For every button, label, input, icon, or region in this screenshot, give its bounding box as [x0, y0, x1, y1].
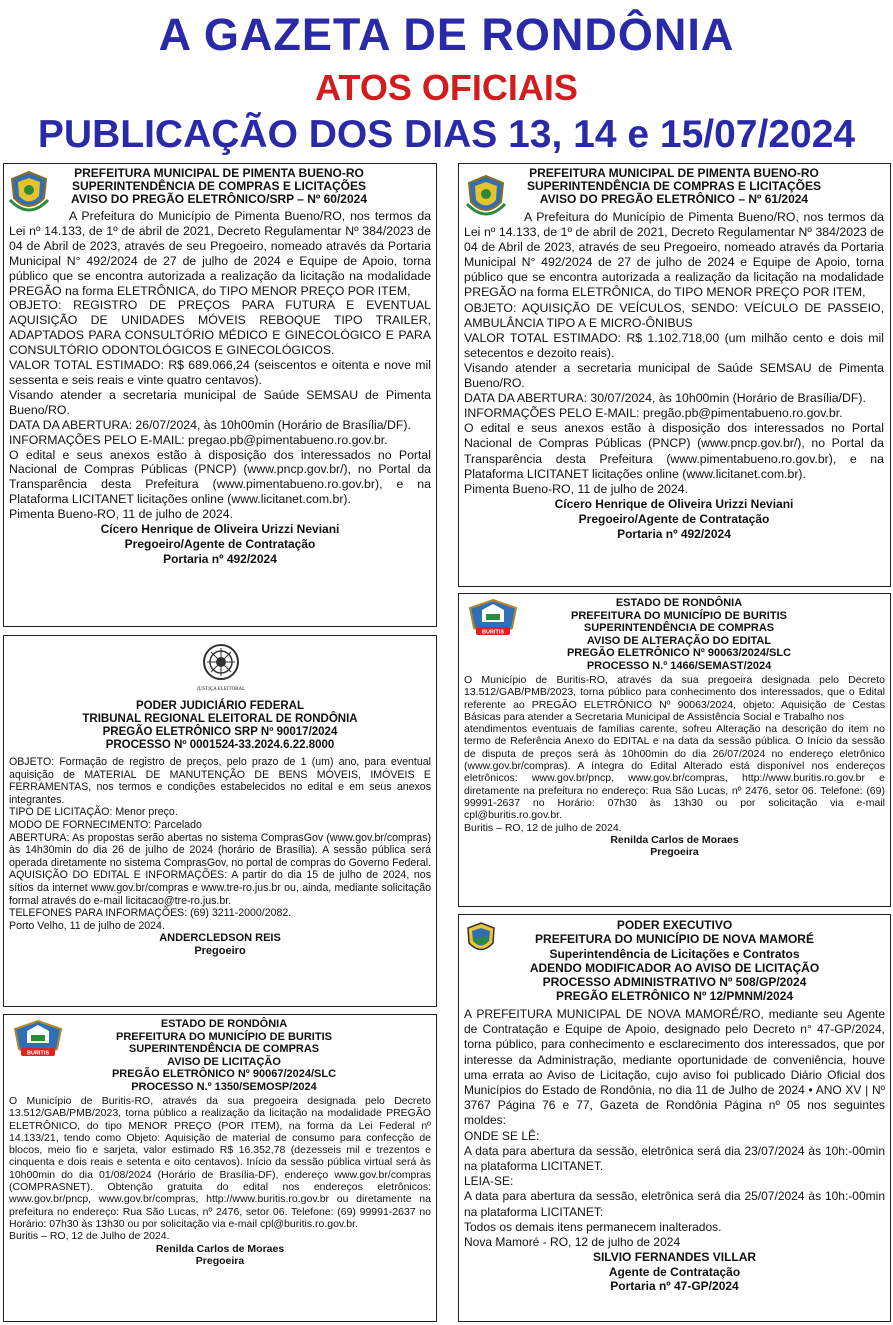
notice1-head-1: PREFEITURA MUNICIPAL DE PIMENTA BUENO-RO	[74, 166, 364, 180]
notice6-head-3: Superintendência de Licitações e Contratos	[549, 946, 800, 961]
notice1-data: DATA DA ABERTURA: 26/07/2024, às 10h00min (Horário de Brasília/DF).	[9, 417, 411, 432]
notice5-head-6: PROCESSO N.º 1350/SEMOSP/2024	[131, 1080, 317, 1093]
notice3-head-1: PODER JUDICIÁRIO FEDERAL	[135, 700, 305, 712]
justica-eleitoral-emblem-icon	[196, 642, 246, 694]
masthead	[0, 0, 893, 160]
notice2-local: Pimenta Bueno-RO, 11 de julho de 2024.	[464, 481, 688, 496]
notice4-head-1: ESTADO DE RONDÔNIA	[615, 597, 743, 609]
notice2-info: INFORMAÇÕES PELO E-MAIL: pregão.pb@pimentabueno.ro.gov.br.	[464, 406, 843, 421]
notice6-data-new: A data para abertura da sessão, eletrônica será dia 25/07/2024 às 10h:-00min na plataforma LICITANET:	[464, 1189, 885, 1219]
notice1-intro: A Prefeitura do Município de Pimenta Bueno/RO, nos termos da Lei nº 14.133, de 1º de abril de 2021, Decreto Regulamentar Nº 384/2023 de 04 de Abril de 2023, através de seu Pregoeiro, nomeado através da Portaria Municipal N° 492/2024 de 27 de julho de 2024 e Equipe de Apoio, torna público que se encontra autorizada a realização da licitação na modalidade PREGÃO na forma ELETRÔNICA, do TIPO MENOR PREÇO POR ITEM,	[9, 209, 431, 298]
buritis-banner-text: BURITIS	[482, 629, 504, 636]
notice4-text-2: atendimentos eventuais de famílias carente, sofreu Alteração na descrição do item no termo de Referência Anexo do EDITAL e na data da sessão pública. O Início da sessão de disputa de preços será às 10h00min do dia 26/07/2024 no endereço eletrônico (www.gov.br/compras). A íntegra do Edital Alterado está disponível nos endereços eletrônicos: www.gov.br/pncp, www.gov.br/compras, http://www.buritis.ro.gov.br e diretamente na prefeitura no endereço: Rua São Lucas, nº 2476, setor 06. Telefone: (69) 99991-2637 no Horário: 07h30 às 13h30 ou por solicitação via e-mail cpl@buritis.ro.gov.br.	[464, 723, 885, 822]
notice5-head-5: PREGÃO ELETRÔNICO Nº 90067/2024/SLC	[111, 1068, 337, 1081]
notice5-local: Buritis – RO, 12 de Julho de 2024.	[9, 1230, 170, 1243]
notice2-objeto: OBJETO: AQUISIÇÃO DE VEÍCULOS, SENDO: VEÍCULO DE PASSEIO, AMBULÂNCIA TIPO A E MICRO-ÔNIBUS	[464, 300, 884, 330]
notice6-head-4: ADENDO MODIFICADOR AO AVISO DE LICITAÇÃO	[529, 960, 820, 975]
notice1-signer-portaria: Portaria nº 492/2024	[163, 552, 277, 567]
notice5-signer-name: Renilda Carlos de Moraes	[155, 1242, 285, 1255]
notice5-head-1: ESTADO DE RONDÔNIA	[160, 1018, 288, 1030]
notice6-head-2: PREFEITURA DO MUNICÍPIO DE NOVA MAMORÉ	[535, 932, 814, 947]
notice3-modo: MODO DE FORNECIMENTO: Parcelado	[9, 818, 202, 831]
notice2-head-1: PREFEITURA MUNICIPAL DE PIMENTA BUENO-RO	[529, 166, 819, 180]
notice6-head-6: PREGÃO ELETRÔNICO Nº 12/PMNM/2024	[555, 989, 794, 1004]
notice5-signer-role: Pregoeira	[195, 1255, 245, 1268]
notice6-local: Nova Mamoré - RO, 12 de julho de 2024	[464, 1235, 681, 1250]
notice2-visando: Visando atender a secretaria municipal de Saúde SEMSAU de Pimenta Bueno/RO.	[464, 360, 884, 391]
notice1-edital: O edital e seus anexos estão à disposição dos interessados no Portal Nacional de Compras Públicas (PNCP) (www.pncp.gov.br/), no Portal da Transparência desta Prefeitura (www.pimentabueno.ro.gov.br), e na Plataforma LICITANET licitações online (www.licitanet.com.br).	[9, 447, 431, 507]
notice5-head-2: PREFEITURA DO MUNICÍPIO DE BURITIS	[116, 1030, 332, 1043]
justica-eleitoral-label: JUSTIÇA ELEITORAL	[196, 687, 246, 692]
notice3-head-2: TRIBUNAL REGIONAL ELEITORAL DE RONDÔNIA	[82, 713, 358, 725]
notice3-head-3: PREGÃO ELETRÔNICO SRP Nº 90017/2024	[102, 726, 338, 738]
notice-pimenta-bueno-61	[458, 163, 891, 587]
buritis-crest-icon	[9, 1019, 67, 1059]
notice-pimenta-bueno-60	[3, 163, 437, 627]
notice2-head-3: AVISO DO PREGÃO ELETRÔNICO – Nº 61/2024	[539, 192, 809, 206]
notice2-intro: A Prefeitura do Município de Pimenta Bueno/RO, nos termos da Lei nº 14.133, de 1º de abril de 2021, Decreto Regulamentar Nº 384/2023 de 04 de Abril de 2023, através de seu Pregoeiro, nomeado através da Portaria Municipal N° 492/2024 de 27 de julho de 2024 e Equipe de Apoio, torna público que se encontra autorizada a realização da licitação na modalidade PREGÃO na forma ELETRÔNICA, do TIPO MENOR PREÇO POR ITEM,	[464, 210, 884, 300]
notice4-head-3: SUPERINTENDÊNCIA DE COMPRAS	[583, 622, 775, 635]
notice6-data-old: A data para abertura da sessão, eletrônica será dia 23/07/2024 às 10h:-00min na plataforma LICITANET.	[464, 1143, 885, 1174]
notice6-leia: LEIA-SE:	[464, 1174, 514, 1189]
notice1-local: Pimenta Bueno-RO, 11 de julho de 2024.	[9, 507, 233, 522]
notice2-signer-portaria: Portaria nº 492/2024	[617, 526, 731, 541]
notice4-signer-role: Pregoeira	[650, 846, 699, 859]
notice3-tipo: TIPO DE LICITAÇÃO: Menor preço.	[9, 806, 178, 819]
notice6-demais: Todos os demais itens permanecem inalterados.	[464, 1219, 722, 1234]
notice1-head-2: SUPERINTENDÊNCIA DE COMPRAS E LICITAÇÕES	[71, 179, 367, 193]
notice4-text-1: O Município de Buritis-RO, através da sua pregoeira designada pelo Decreto 13.512/GAB/PMB/2023, torna público para conhecimento dos interessados, que o Edital referente ao PREGÃO ELETRÔNICO Nº 90063/2024, objeto: Aquisição de Cestas Básicas para atender a Secretaria Municipal de Assistência Social e Trabalho nos	[464, 674, 885, 723]
notice-nova-mamore	[458, 914, 891, 1322]
notice4-head-5: PREGÃO ELETRÔNICO Nº 90063/2024/SLC	[566, 647, 792, 660]
notice-buritis-licitacao	[3, 1014, 437, 1322]
notice5-head-4: AVISO DE LICITAÇÃO	[167, 1055, 281, 1068]
notice2-signer-role: Pregoeiro/Agente de Contratação	[578, 511, 770, 526]
notice6-head-1: PODER EXECUTIVO	[616, 918, 733, 932]
notice3-local: Porto Velho, 11 de julho de 2024.	[9, 919, 165, 932]
notice1-visando: Visando atender a secretaria municipal de Saúde SEMSAU de Pimenta Bueno/RO.	[9, 387, 431, 417]
notice4-head-2: PREFEITURA DO MUNICÍPIO DE BURITIS	[571, 609, 787, 622]
notice-buritis-alteracao	[458, 593, 891, 907]
notice2-signer-name: Cícero Henrique de Oliveira Urizzi Neviani	[554, 496, 794, 511]
notice6-text: A PREFEITURA MUNICIPAL DE NOVA MAMORÉ/RO, mediante seu Agente de Contratação e Equipe de Apoio, designado pelo Decreto n° 47-GP/2024, torna público, para conhecimento e esclarecimento dos interessados, que por interesse da Administração, mediante oportunidade de conveniência, houve uma errata ao Aviso de Licitação, cujo aviso foi publicado Diário Oficial dos Municípios do Estado de Rondônia, no dia 11 de Julho de 2024 • ANO XV | Nº 3767 Página 76 e 77, Gazeta de Rondônia Página nº 05 nos seguintes moldes:	[464, 1007, 885, 1128]
buritis-crest-icon	[464, 598, 522, 638]
notice6-onde: ONDE SE LÊ:	[464, 1128, 540, 1143]
notice5-text: O Município de Buritis-RO, através da sua pregoeira designada pelo Decreto 13.512/GAB/PMB/2023, torna público a realização da licitação na modalidade PREGÃO ELETRÔNICO, do tipo MENOR PREÇO (POR ITEM), na forma da Lei Federal nº 14.133/21, tendo como Objeto: Aquisição de material de consumo para confecção de blocos, meio fio e sarjeta, valor estimado R$ 16.352,78 (dezesseis mil e trezentos e cinquenta e dois reais e setenta e oito centavos). Início da sessão pública virtual será às 10h00min do dia 01/08/2024 (Horário de Brasília-DF), endereço www.gov.br/compras (COMPRASNET). Obtenção gratuita do edital nos endereços eletrônicos: www.gov.br/pncp, www.gov.br/compras, http://www.buritis.ro.gov.br ou diretamente na prefeitura no endereço: Rua São Lucas, nº 2476, setor 06. Telefone: (69) 99991-2637 no Horário: 07h30 às 13h30 ou por solicitação via e-mail cpl@buritis.ro.gov.br.	[9, 1095, 431, 1230]
notice5-head-3: SUPERINTENDÊNCIA DE COMPRAS	[128, 1043, 320, 1056]
newspaper-title: A GAZETA DE RONDÔNIA	[158, 9, 735, 60]
notice3-aquisicao: AQUISIÇÃO DO EDITAL E INFORMAÇÕES: A partir do dia 15 de julho de 2024, nos sítios da internet www.gov.br/compras e www.tre-ro.jus.br ou, ainda, mediante solicitação formal através do e-mail licitacao@tre-ro.jus.br.	[9, 869, 431, 907]
notice2-head-2: SUPERINTENDÊNCIA DE COMPRAS E LICITAÇÕES	[526, 179, 822, 193]
notice1-signer-role: Pregoeiro/Agente de Contratação	[124, 537, 316, 552]
section-title: ATOS OFICIAIS	[315, 67, 578, 108]
notice6-signer-name: SILVIO FERNANDES VILLAR	[592, 1250, 757, 1265]
publication-dates: PUBLICAÇÃO DOS DIAS 13, 14 e 15/07/2024	[37, 113, 856, 156]
notice1-objeto: OBJETO: REGISTRO DE PREÇOS PARA FUTURA E EVENTUAL AQUISIÇÃO DE UNIDADES MÓVEIS REBOQUE TIPO TRAILER, ADAPTADOS PARA CONSULTÓRIO MÉDICO E GINECOLÓGICO E PARA CONSULTÓRIO ODONTOLÓGICOS E GINECOLÓGICOS.	[9, 298, 431, 358]
notice-tre-rondonia	[3, 635, 437, 1007]
notice3-objeto: OBJETO: Formação de registro de preços, pelo prazo de 1 (um) ano, para eventual aquisição de MATERIAL DE MANUTENÇÃO DE BENS MÓVEIS, IMÓVEIS E FERRAMENTAS, nos termos e condições estabelecidos no edital e em seus anexos integrantes.	[9, 756, 431, 806]
notice4-signer-name: Renilda Carlos de Moraes	[610, 833, 739, 846]
notice3-signer-role: Pregoeiro	[194, 945, 246, 958]
notice6-signer-portaria: Portaria nº 47-GP/2024	[610, 1279, 739, 1294]
notice6-signer-role: Agente de Contratação	[608, 1264, 741, 1279]
notice4-head-4: AVISO DE ALTERAÇÃO DO EDITAL	[586, 634, 772, 647]
notice1-valor: VALOR TOTAL ESTIMADO: R$ 689.066,24 (seiscentos e oitenta e nove mil sessenta e seis reais e vinte quatro centavos).	[9, 358, 431, 387]
notice4-head-6: PROCESSO N.º 1466/SEMAST/2024	[586, 659, 772, 672]
notice6-head-5: PROCESSO ADMINISTRATIVO Nº 508/GP/2024	[542, 975, 807, 990]
notice1-info: INFORMAÇÕES PELO E-MAIL: pregao.pb@pimentabueno.ro.gov.br.	[9, 432, 388, 447]
notice2-edital: O edital e seus anexos estão à disposição dos interessados no Portal Nacional de Compras Públicas (PNCP) (www.pncp.gov.br/), no Portal da Transparência desta Prefeitura (www.pimentabueno.ro.gov.br), e na Plataforma LICITANET licitações online (www.licitanet.com.br).	[464, 421, 884, 481]
notice3-abertura: ABERTURA: As propostas serão abertas no sistema ComprasGov (www.gov.br/compras) às 14h30min do dia 26 de julho de 2024 (horário de Brasília). A sessão pública será operada diretamente no sistema ComprasGov, no portal de compras do Governo Federal.	[9, 831, 432, 869]
notice3-signer-name: ANDERCLEDSON REIS	[159, 932, 281, 945]
notice2-valor: VALOR TOTAL ESTIMADO: R$ 1.102.718,00 (um milhão cento e dois mil setecentos e dezoito reais).	[464, 330, 884, 360]
notice3-head-4: PROCESSO Nº 0001524-33.2024.6.22.8000	[105, 739, 335, 751]
notice4-local: Buritis – RO, 12 de julho de 2024.	[464, 821, 622, 834]
notice1-signer-name: Cícero Henrique de Oliveira Urizzi Neviani	[100, 522, 340, 537]
notice1-head-3: AVISO DO PREGÃO ELETRÔNICO/SRP – Nº 60/2024	[70, 192, 368, 206]
notice3-telefones: TELEFONES PARA INFORMAÇÕES: (69) 3211-2000/2082.	[9, 907, 292, 920]
buritis-banner-text: BURITIS	[27, 1050, 49, 1057]
notice2-data: DATA DA ABERTURA: 30/07/2024, às 10h00min (Horário de Brasília/DF).	[464, 391, 866, 406]
